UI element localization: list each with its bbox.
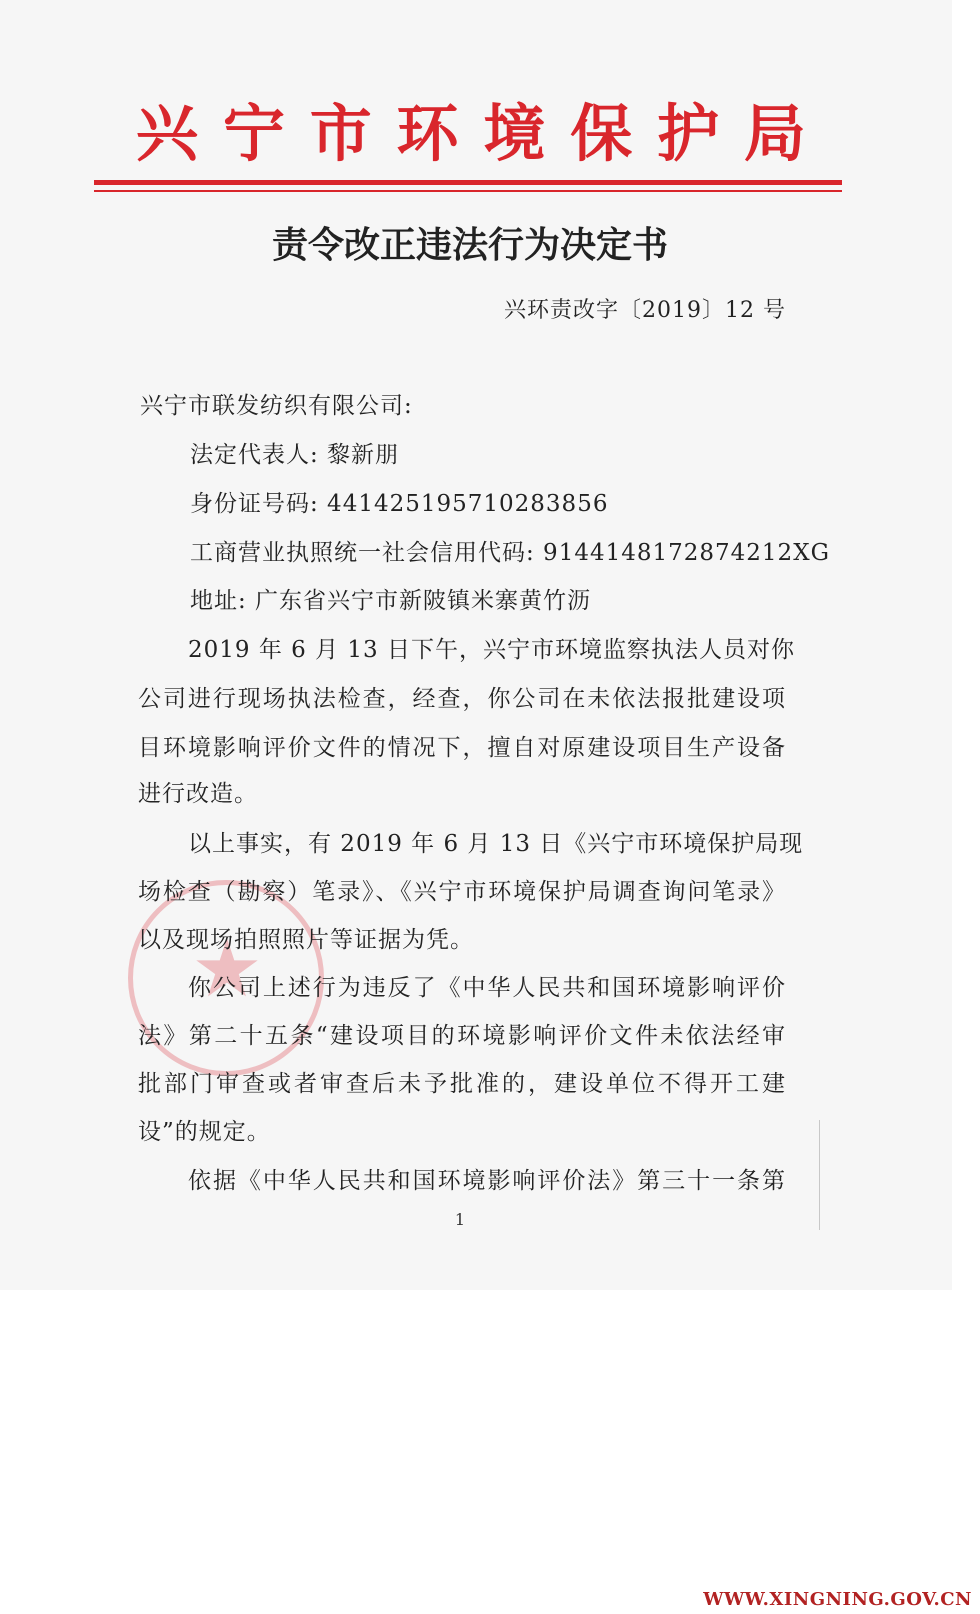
paragraph-line: 你公司上述行为违反了《中华人民共和国环境影响评价 [188,975,786,1001]
agency-char: 环 [396,97,459,170]
id-number: 身份证号码: 441425195710283856 [190,491,609,517]
scan-edge-line [819,1120,820,1230]
paragraph-line: 法》第二十五条“建设项目的环境影响评价文件未依法经审 [138,1023,786,1049]
agency-header [136,98,806,170]
header-red-rule-thin [94,190,842,192]
header-red-rule [94,180,842,185]
legal-representative: 法定代表人: 黎新朋 [190,442,400,468]
site-watermark: WWW.XINGNING.GOV.CN [703,1589,972,1610]
paragraph-line: 以上事实，有 2019 年 6 月 13 日《兴宁市环境保护局现 [188,831,804,857]
agency-char: 市 [309,97,372,170]
address: 地址: 广东省兴宁市新陂镇米寨黄竹沥 [190,588,592,614]
paragraph-line: 依据《中华人民共和国环境影响评价法》第三十一条第 [188,1168,786,1194]
paragraph-line: 公司进行现场执法检查，经查，你公司在未依法报批建设项 [138,686,786,712]
agency-char: 护 [657,97,720,170]
agency-char: 宁 [222,97,285,170]
paragraph-line: 批部门审查或者审查后未予批准的，建设单位不得开工建 [138,1071,786,1097]
agency-char: 兴 [136,97,199,170]
page-number: 1 [454,1210,466,1229]
paragraph-line: 进行改造。 [138,781,258,807]
paragraph-line: 2019 年 6 月 13 日下午，兴宁市环境监察执法人员对你 [188,637,795,663]
seal-star-icon: ★ [191,922,263,1015]
agency-char: 局 [743,97,806,170]
agency-char: 境 [483,97,546,170]
document-number: 兴环责改字〔2019〕12 号 [504,298,786,323]
credit-code: 工商营业执照统一社会信用代码: 9144148172874212XG [190,540,830,566]
paragraph-line: 场检查（勘察）笔录》、《兴宁市环境保护局调查询问笔录》 [138,879,786,905]
paragraph-line: 以及现场拍照照片等证据为凭。 [138,927,474,953]
paragraph-line: 目环境影响评价文件的情况下，擅自对原建设项目生产设备 [138,735,786,761]
agency-char: 保 [570,97,633,170]
addressee: 兴宁市联发纺织有限公司: [140,393,413,419]
document-title: 责令改正违法行为决定书 [271,225,668,266]
paragraph-line: 设”的规定。 [138,1119,271,1145]
